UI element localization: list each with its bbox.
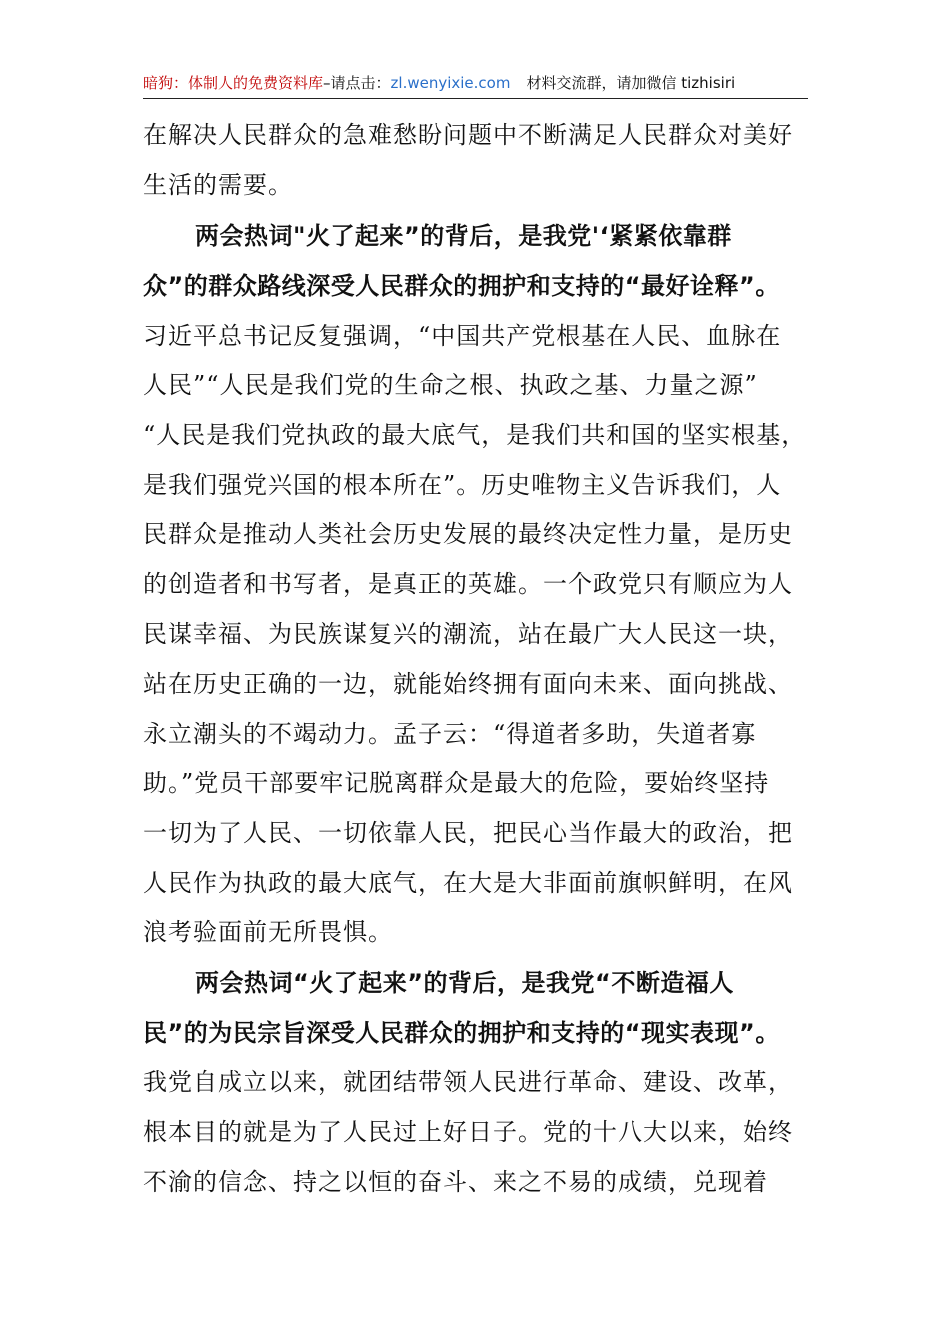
body-line: 人民作为执政的最大底气，在大是大非面前旗帜鲜明，在风 bbox=[143, 869, 793, 897]
header-contact: 材料交流群，请加微信 tizhisiri bbox=[526, 74, 736, 92]
body-line: 民谋幸福、为民族谋复兴的潮流，站在最广大人民这一块， bbox=[143, 620, 793, 648]
body-line: 民群众是推动人类社会历史发展的最终决定性力量，是历史 bbox=[143, 520, 793, 548]
body-line: 生活的需要。 bbox=[143, 171, 293, 199]
body-line: 的创造者和书写者，是真正的英雄。一个政党只有顺应为人 bbox=[143, 570, 793, 598]
body-line: 根本目的就是为了人民过上好日子。党的十八大以来，始终 bbox=[143, 1118, 793, 1146]
bold-heading-line: 两会热词“火了起来”的背后，是我党“不断造福人 bbox=[195, 969, 734, 997]
body-line: 习近平总书记反复强调，“中国共产党根基在人民、血脉在 bbox=[143, 322, 782, 350]
body-line: 一切为了人民、一切依靠人民，把民心当作最大的政治，把 bbox=[143, 819, 793, 847]
header-link[interactable]: zl.wenyixie.com bbox=[390, 74, 511, 92]
header-prompt: –请点击： bbox=[323, 74, 391, 92]
body-line: 我党自成立以来，就团结带领人民进行革命、建设、改革， bbox=[143, 1068, 793, 1096]
body-line: “人民是我们党执政的最大底气，是我们共和国的坚实根基， bbox=[143, 421, 807, 449]
body-line: 站在历史正确的一边，就能始终拥有面向未来、面向挑战、 bbox=[143, 670, 793, 698]
body-line: 浪考验面前无所畏惧。 bbox=[143, 918, 393, 946]
bold-heading-line: 众”的群众路线深受人民群众的拥护和支持的“最好诠释”。 bbox=[143, 272, 780, 300]
header-brand: 暗狗：体制人的免费资料库 bbox=[143, 74, 324, 92]
body-line: 人民”“人民是我们党的生命之根、执政之基、力量之源” bbox=[143, 371, 758, 399]
body-line: 永立潮头的不竭动力。孟子云：“得道者多助，失道者寡 bbox=[143, 720, 757, 748]
bold-heading-line: 两会热词"火了起来”的背后，是我党'‘紧紧依靠群 bbox=[195, 222, 732, 250]
body-line: 助。”党员干部要牢记脱离群众是最大的危险，要始终坚持 bbox=[143, 769, 770, 797]
page-header bbox=[143, 72, 808, 99]
body-line: 是我们强党兴国的根本所在”。历史唯物主义告诉我们，人 bbox=[143, 471, 782, 499]
body-line: 不渝的信念、持之以恒的奋斗、来之不易的成绩，兑现着 bbox=[143, 1168, 768, 1196]
body-line: 在解决人民群众的急难愁盼问题中不断满足人民群众对美好 bbox=[143, 121, 793, 149]
bold-heading-line: 民”的为民宗旨深受人民群众的拥护和支持的“现实表现”。 bbox=[143, 1019, 780, 1047]
